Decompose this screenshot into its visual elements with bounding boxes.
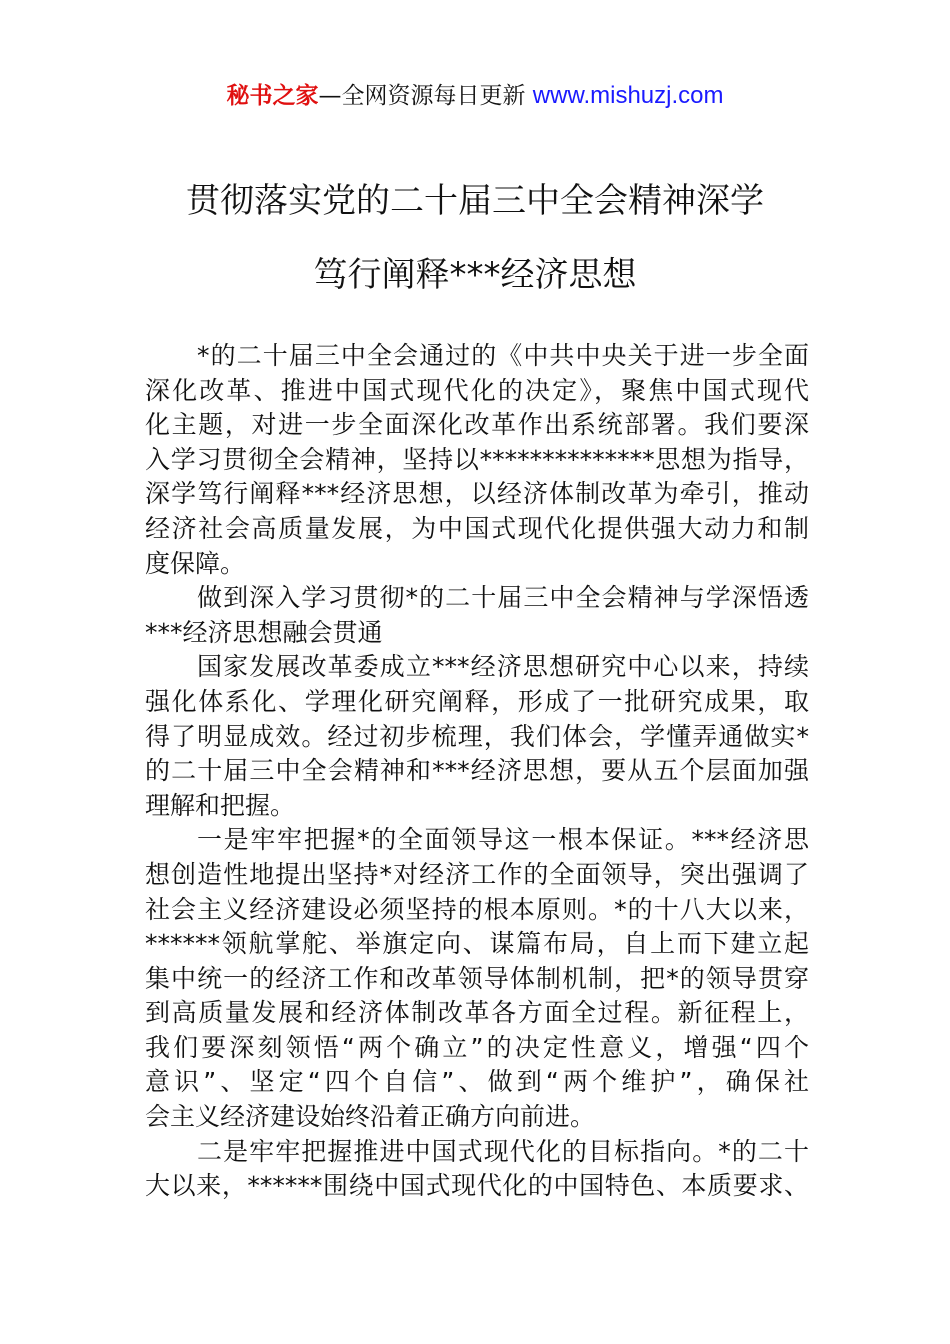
text-line: 深化改革、推进中国式现代化的决定》，聚焦中国式现代 — [145, 375, 809, 405]
text-line: 集中统一的经济工作和改革领导体制机制，把*的领导贯穿 — [145, 963, 809, 993]
text-line: 入学习贯彻全会精神，坚持以**************思想为指导， — [145, 444, 809, 474]
paragraph-research-center — [145, 650, 809, 823]
text-line: 二是牢牢把握推进中国式现代化的目标指向。*的二十 — [197, 1136, 809, 1166]
document-title — [0, 164, 950, 312]
text-line: 我们要深刻领悟“两个确立”的决定性意义，增强“四个 — [145, 1032, 809, 1062]
paragraph-intro — [145, 339, 809, 581]
paragraph-point-one — [145, 823, 809, 1134]
site-brand: 秘书之家 — [226, 83, 319, 109]
text-line: 度保障。 — [145, 548, 246, 578]
text-line: ******领航掌舵、举旗定向、谋篇布局，自上而下建立起 — [145, 929, 809, 959]
text-line: 一是牢牢把握*的全面领导这一根本保证。***经济思 — [197, 825, 809, 855]
site-header — [0, 80, 950, 112]
site-url-link[interactable]: www.mishuzj.com — [532, 82, 724, 109]
text-line: 大以来，******围绕中国式现代化的中国特色、本质要求、 — [145, 1171, 809, 1201]
text-line: 国家发展改革委成立***经济思想研究中心以来，持续 — [197, 652, 809, 682]
text-line: 想创造性地提出坚持*对经济工作的全面领导，突出强调了 — [145, 859, 809, 889]
text-line: 深学笃行阐释***经济思想，以经济体制改革为牵引，推动 — [145, 479, 809, 509]
section-heading — [145, 581, 809, 650]
text-line: 强化体系化、学理化研究阐释，形成了一批研究成果，取 — [145, 686, 809, 716]
text-line: 到高质量发展和经济体制改革各方面全过程。新征程上， — [145, 998, 809, 1028]
paragraph-point-two — [145, 1135, 809, 1204]
title-line: 笃行阐释***经济思想 — [313, 255, 637, 295]
site-tagline: —全网资源每日更新 — [318, 83, 533, 109]
document-body — [145, 339, 809, 1204]
text-line: 做到深入学习贯彻*的二十届三中全会精神与学深悟透 — [197, 583, 809, 613]
text-line: 经济社会高质量发展，为中国式现代化提供强大动力和制 — [145, 513, 809, 543]
text-line: ***经济思想融会贯通 — [145, 617, 383, 647]
text-line: 意识”、坚定“四个自信”、做到“两个维护”，确保社 — [145, 1067, 809, 1097]
text-line: 社会主义经济建设必须坚持的根本原则。*的十八大以来， — [145, 894, 809, 924]
text-line: 得了明显成效。经过初步梳理，我们体会，学懂弄通做实* — [145, 721, 809, 751]
text-line: 会主义经济建设始终沿着正确方向前进。 — [145, 1102, 596, 1132]
text-line: 化主题，对进一步全面深化改革作出系统部署。我们要深 — [145, 410, 809, 440]
text-line: 的二十届三中全会精神和***经济思想，要从五个层面加强 — [145, 756, 809, 786]
title-line: 贯彻落实党的二十届三中全会精神深学 — [186, 181, 764, 221]
text-line: 理解和把握。 — [145, 790, 296, 820]
text-line: *的二十届三中全会通过的《中共中央关于进一步全面 — [197, 341, 809, 370]
